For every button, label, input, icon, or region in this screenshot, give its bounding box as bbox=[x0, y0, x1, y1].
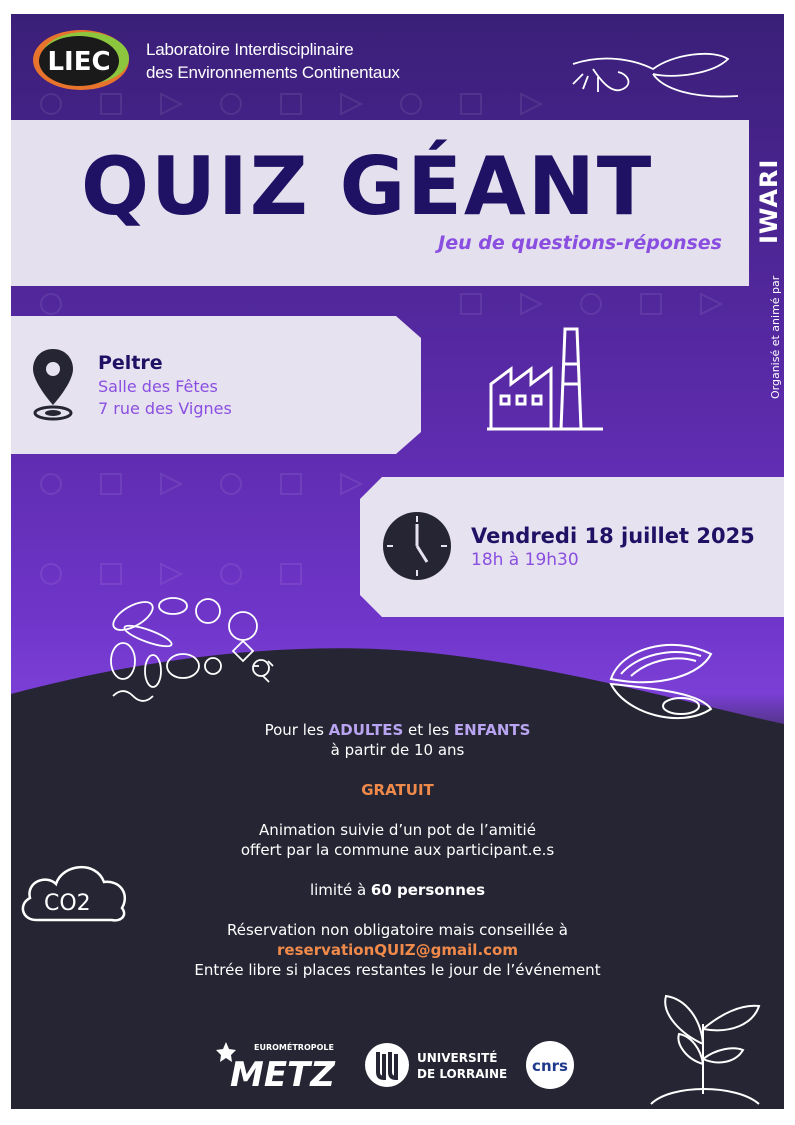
animation-line1: Animation suivie d’un pot de l’amitié bbox=[259, 821, 536, 839]
cnrs-logo bbox=[521, 1040, 579, 1090]
poster bbox=[11, 14, 784, 1109]
liec-logo bbox=[31, 28, 131, 92]
audience-prefix: Pour les bbox=[264, 721, 329, 739]
co2-label: CO2 bbox=[44, 891, 91, 916]
reservation-email[interactable]: reservationQUIZ@gmail.com bbox=[277, 941, 518, 959]
audience-mid: et les bbox=[403, 721, 454, 739]
capacity-prefix: limité à bbox=[309, 881, 371, 899]
map-pin-icon bbox=[31, 347, 75, 423]
event-date: Vendredi 18 juillet 2025 bbox=[471, 524, 755, 548]
co2-cloud-icon bbox=[16, 854, 134, 926]
universite-lorraine-logo bbox=[363, 1040, 513, 1090]
liec-logo-text: LIEC bbox=[47, 47, 111, 77]
lab-name-line1: Laboratoire Interdisciplinaire bbox=[146, 40, 354, 59]
metz-main-text: METZ bbox=[230, 1055, 335, 1094]
capacity-value: 60 personnes bbox=[370, 881, 486, 899]
eurometropole-metz-logo bbox=[216, 1036, 356, 1094]
shell-illustration-icon bbox=[601, 634, 721, 734]
organizer-credit: Organisé et animé par bbox=[769, 275, 782, 399]
reservation-line2: Entrée libre si places restantes le jour de l’événement bbox=[194, 961, 601, 979]
cnrs-text: cnrs bbox=[532, 1057, 568, 1075]
page-subtitle: Jeu de questions-réponses bbox=[438, 232, 722, 254]
page-title: QUIZ GÉANT bbox=[81, 140, 654, 233]
capacity-line bbox=[131, 880, 664, 900]
clock-icon bbox=[381, 510, 453, 582]
plant-illustration-icon bbox=[641, 984, 766, 1109]
age-line: à partir de 10 ans bbox=[330, 741, 465, 759]
free-label: GRATUIT bbox=[361, 781, 434, 799]
location-city: Peltre bbox=[98, 352, 163, 374]
location-venue: Salle des Fêtes bbox=[98, 377, 218, 396]
insect-illustration-icon bbox=[563, 44, 743, 114]
microbes-illustration-icon bbox=[93, 576, 283, 716]
ul-line2: DE LORRAINE bbox=[417, 1067, 508, 1081]
lab-name-line2: des Environnements Continentaux bbox=[146, 63, 400, 82]
animation-line2: offert par la commune aux participant.e.s bbox=[240, 841, 555, 859]
metz-top-text: EUROMÉTROPOLE bbox=[254, 1043, 334, 1052]
audience-children: ENFANTS bbox=[453, 721, 531, 739]
location-address: 7 rue des Vignes bbox=[98, 399, 232, 418]
organizer-logo: IWARI bbox=[755, 158, 783, 244]
factory-icon bbox=[485, 324, 605, 434]
event-time: 18h à 19h30 bbox=[471, 550, 579, 570]
reservation-line1: Réservation non obligatoire mais conseillée à bbox=[227, 921, 568, 939]
audience-line bbox=[131, 720, 664, 740]
lab-name bbox=[146, 38, 400, 84]
audience-adults: ADULTES bbox=[328, 721, 404, 739]
ul-line1: UNIVERSITÉ bbox=[417, 1051, 498, 1065]
